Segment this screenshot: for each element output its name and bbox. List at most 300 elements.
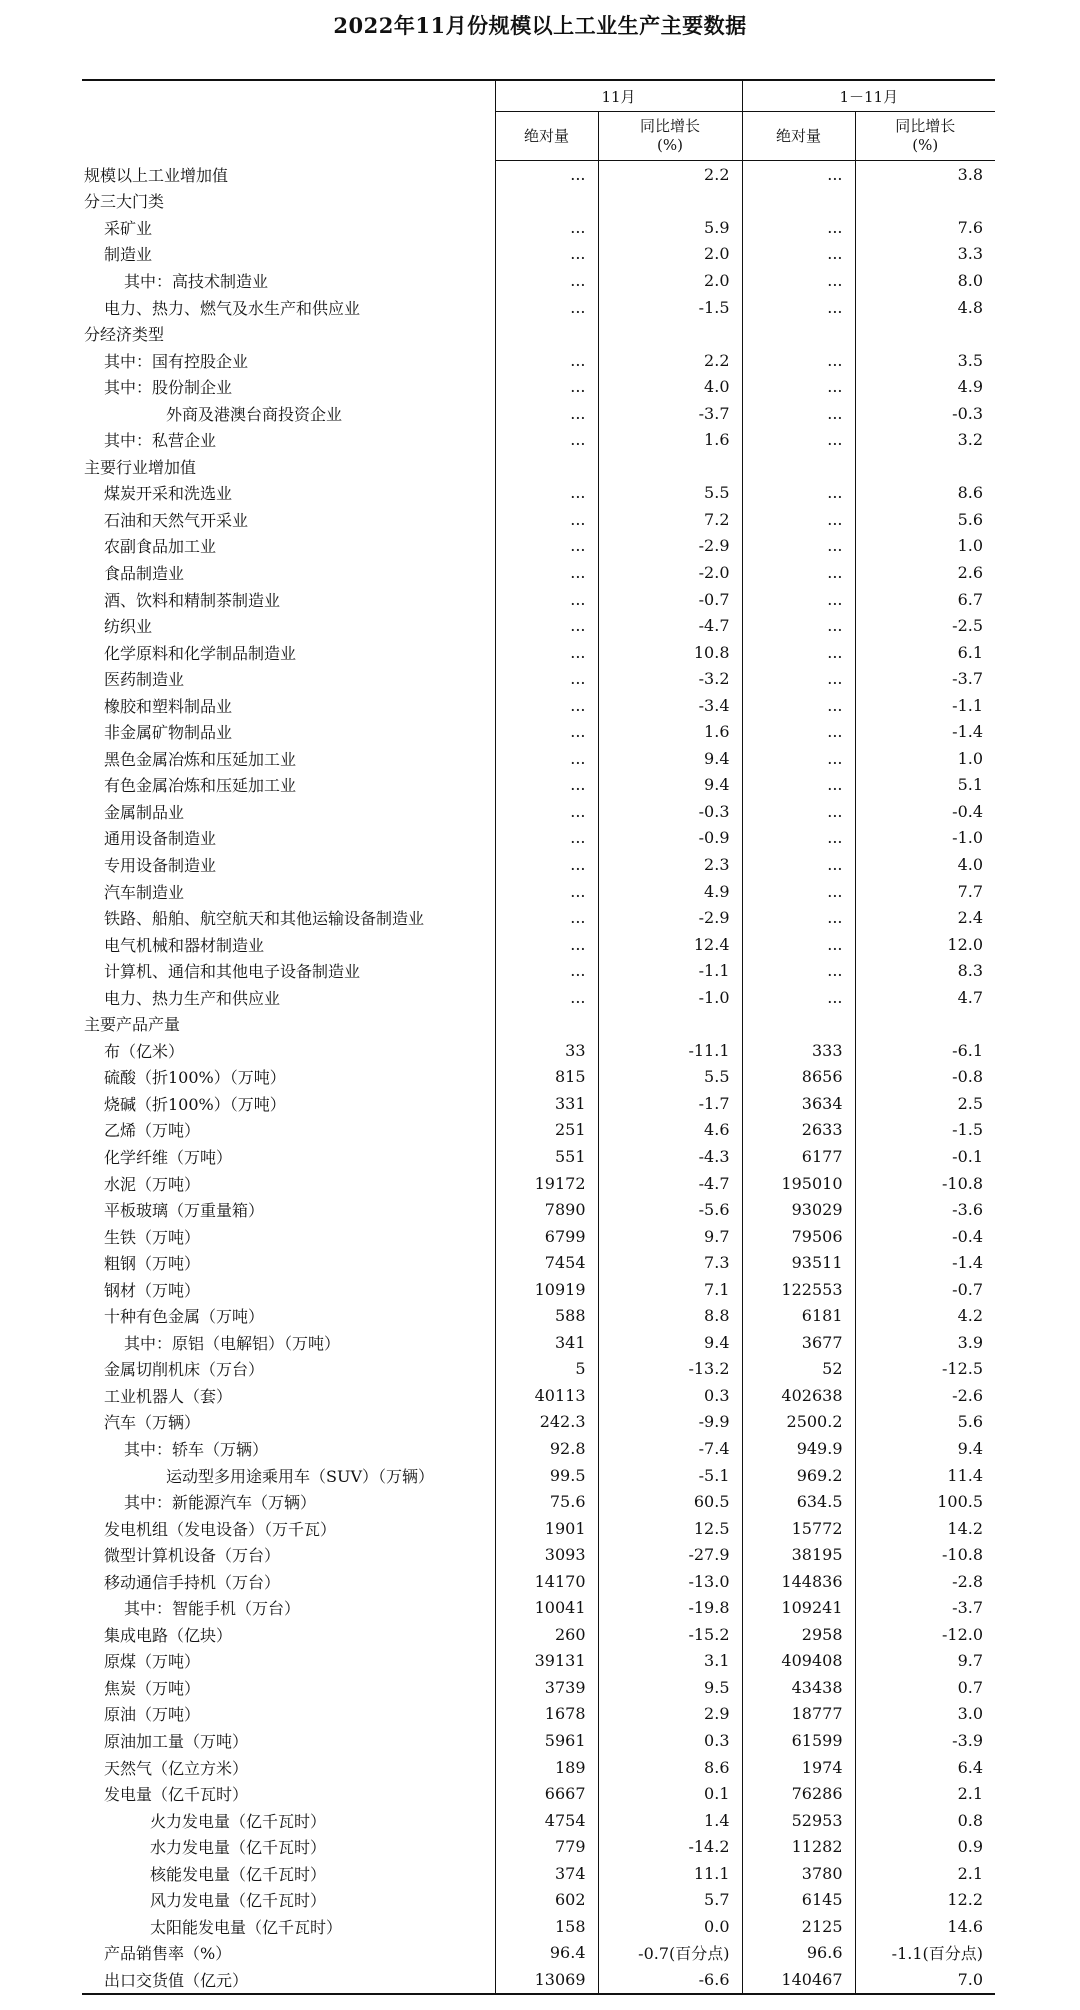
table-row bbox=[82, 1780, 995, 1807]
table-row bbox=[82, 294, 995, 321]
nov-absolute-value: 602 bbox=[495, 1887, 598, 1914]
ytd-yoy-value: -0.4 bbox=[855, 798, 995, 825]
table-row bbox=[82, 1913, 995, 1940]
indicator-name: 其中：新能源汽车（万辆） bbox=[124, 1493, 317, 1513]
nov-yoy-value: 2.2 bbox=[598, 347, 742, 374]
nov-absolute-value: ... bbox=[495, 214, 598, 241]
ytd-absolute-value: ... bbox=[742, 798, 855, 825]
nov-yoy-value: 0.3 bbox=[598, 1382, 742, 1409]
ytd-yoy-value: 12.0 bbox=[855, 931, 995, 958]
ytd-yoy-value: 6.4 bbox=[855, 1754, 995, 1781]
data-table bbox=[82, 79, 995, 1995]
table-row bbox=[82, 267, 995, 294]
indicator-name: 乙烯（万吨） bbox=[104, 1121, 201, 1141]
nov-yoy-value: 0.1 bbox=[598, 1780, 742, 1807]
ytd-absolute-value: ... bbox=[742, 851, 855, 878]
table-row bbox=[82, 878, 995, 905]
ytd-absolute-value: 2958 bbox=[742, 1621, 855, 1648]
ytd-yoy-value: 6.7 bbox=[855, 586, 995, 613]
ytd-yoy-value: 4.9 bbox=[855, 373, 995, 400]
table-row bbox=[82, 718, 995, 745]
nov-absolute-value: 40113 bbox=[495, 1382, 598, 1409]
nov-yoy-value bbox=[598, 453, 742, 480]
table-row bbox=[82, 426, 995, 453]
ytd-absolute-value: 2633 bbox=[742, 1117, 855, 1144]
indicator-name: 电力、热力生产和供应业 bbox=[104, 988, 281, 1008]
indicator-name: 工业机器人（套） bbox=[104, 1386, 233, 1406]
nov-yoy-value: -0.7(百分点) bbox=[598, 1940, 742, 1967]
table-row bbox=[82, 1621, 995, 1648]
table-row bbox=[82, 851, 995, 878]
ytd-yoy-value: 14.6 bbox=[855, 1913, 995, 1940]
ytd-absolute-value: 79506 bbox=[742, 1223, 855, 1250]
indicator-name: 化学纤维（万吨） bbox=[104, 1148, 233, 1167]
ytd-yoy-value: 5.6 bbox=[855, 1409, 995, 1436]
nov-yoy-value: -4.3 bbox=[598, 1143, 742, 1170]
nov-absolute-value: ... bbox=[495, 878, 598, 905]
ytd-yoy-value: 3.2 bbox=[855, 426, 995, 453]
nov-yoy-value: 2.3 bbox=[598, 851, 742, 878]
nov-absolute-value: ... bbox=[495, 718, 598, 745]
ytd-yoy-value: 7.0 bbox=[855, 1966, 995, 1994]
table-row bbox=[82, 1754, 995, 1781]
nov-absolute-value: 33 bbox=[495, 1037, 598, 1064]
indicator-name: 其中：私营企业 bbox=[104, 431, 217, 451]
table-row bbox=[82, 480, 995, 507]
nov-absolute-value: 251 bbox=[495, 1117, 598, 1144]
column-header-nov-yoy bbox=[598, 112, 742, 161]
indicator-name: 纺织业 bbox=[104, 617, 153, 637]
table-row bbox=[82, 1356, 995, 1383]
nov-yoy-value: -13.0 bbox=[598, 1568, 742, 1595]
ytd-yoy-value: 3.8 bbox=[855, 161, 995, 188]
nov-yoy-value: 12.4 bbox=[598, 931, 742, 958]
indicator-name: 其中：股份制企业 bbox=[104, 378, 233, 398]
page-title: 2022年11月份规模以上工业生产主要数据 bbox=[333, 13, 747, 38]
nov-yoy-value: 11.1 bbox=[598, 1860, 742, 1887]
table-body bbox=[82, 161, 995, 1994]
indicator-name: 十种有色金属（万吨） bbox=[104, 1307, 265, 1327]
ytd-absolute-value: 52 bbox=[742, 1356, 855, 1383]
table-row bbox=[82, 453, 995, 480]
ytd-yoy-value: 1.0 bbox=[855, 533, 995, 560]
nov-absolute-value: 10919 bbox=[495, 1276, 598, 1303]
nov-yoy-value: 2.0 bbox=[598, 267, 742, 294]
yoy-unit: (%) bbox=[912, 136, 939, 154]
nov-yoy-value: -1.1 bbox=[598, 957, 742, 984]
ytd-yoy-value: -1.4 bbox=[855, 718, 995, 745]
ytd-absolute-value: 2500.2 bbox=[742, 1409, 855, 1436]
nov-absolute-value: 92.8 bbox=[495, 1435, 598, 1462]
ytd-yoy-value: 8.0 bbox=[855, 267, 995, 294]
indicator-name: 水泥（万吨） bbox=[104, 1174, 201, 1194]
indicator-name: 太阳能发电量（亿千瓦时） bbox=[150, 1917, 343, 1937]
ytd-absolute-value: 969.2 bbox=[742, 1462, 855, 1489]
ytd-absolute-value: ... bbox=[742, 267, 855, 294]
indicator-name: 微型计算机设备（万台） bbox=[104, 1546, 281, 1566]
nov-yoy-value: 9.7 bbox=[598, 1223, 742, 1250]
ytd-absolute-value: ... bbox=[742, 161, 855, 188]
nov-yoy-value: -4.7 bbox=[598, 1170, 742, 1197]
indicator-name: 生铁（万吨） bbox=[104, 1227, 201, 1247]
nov-yoy-value: -3.4 bbox=[598, 692, 742, 719]
ytd-yoy-value: 14.2 bbox=[855, 1515, 995, 1542]
nov-yoy-value bbox=[598, 320, 742, 347]
table-row bbox=[82, 533, 995, 560]
ytd-absolute-value: ... bbox=[742, 586, 855, 613]
ytd-yoy-value: 3.5 bbox=[855, 347, 995, 374]
table-row bbox=[82, 1860, 995, 1887]
nov-absolute-value: ... bbox=[495, 984, 598, 1011]
ytd-yoy-value: -0.3 bbox=[855, 400, 995, 427]
nov-absolute-value: ... bbox=[495, 480, 598, 507]
nov-absolute-value: ... bbox=[495, 426, 598, 453]
ytd-yoy-value: 6.1 bbox=[855, 639, 995, 666]
table-row bbox=[82, 1037, 995, 1064]
table-row bbox=[82, 1196, 995, 1223]
ytd-absolute-value: ... bbox=[742, 214, 855, 241]
ytd-yoy-value: -1.0 bbox=[855, 825, 995, 852]
indicator-name: 有色金属冶炼和压延加工业 bbox=[104, 776, 297, 796]
indicator-name: 汽车（万辆） bbox=[104, 1413, 201, 1433]
nov-absolute-value: ... bbox=[495, 639, 598, 666]
nov-absolute-value bbox=[495, 320, 598, 347]
ytd-yoy-value bbox=[855, 320, 995, 347]
nov-yoy-value: 5.7 bbox=[598, 1887, 742, 1914]
nov-absolute-value: ... bbox=[495, 772, 598, 799]
table-row bbox=[82, 1276, 995, 1303]
nov-yoy-value: 7.1 bbox=[598, 1276, 742, 1303]
nov-yoy-value: 9.4 bbox=[598, 772, 742, 799]
ytd-yoy-value: -10.8 bbox=[855, 1541, 995, 1568]
nov-yoy-value: 12.5 bbox=[598, 1515, 742, 1542]
indicator-name: 产品销售率（%） bbox=[104, 1944, 232, 1964]
table-row bbox=[82, 1090, 995, 1117]
indicator-name: 分三大门类 bbox=[84, 192, 165, 212]
table-row bbox=[82, 692, 995, 719]
indicator-name: 原油（万吨） bbox=[104, 1705, 201, 1725]
table-row bbox=[82, 1887, 995, 1914]
ytd-absolute-value: ... bbox=[742, 294, 855, 321]
ytd-yoy-value: -6.1 bbox=[855, 1037, 995, 1064]
indicator-name: 黑色金属冶炼和压延加工业 bbox=[104, 749, 297, 769]
ytd-absolute-value bbox=[742, 1011, 855, 1038]
table-row bbox=[82, 1223, 995, 1250]
indicator-name: 发电量（亿千瓦时） bbox=[104, 1785, 249, 1805]
nov-yoy-value: 2.2 bbox=[598, 161, 742, 188]
nov-yoy-value: 9.4 bbox=[598, 1329, 742, 1356]
indicator-name: 化学原料和化学制品制造业 bbox=[104, 643, 297, 663]
ytd-absolute-value: ... bbox=[742, 347, 855, 374]
table-row bbox=[82, 1595, 995, 1622]
ytd-absolute-value: 6181 bbox=[742, 1303, 855, 1330]
nov-absolute-value bbox=[495, 1011, 598, 1038]
nov-absolute-value: ... bbox=[495, 904, 598, 931]
ytd-absolute-value: 11282 bbox=[742, 1833, 855, 1860]
indicator-name: 医药制造业 bbox=[104, 670, 185, 690]
ytd-yoy-value bbox=[855, 1011, 995, 1038]
nov-yoy-value: -2.9 bbox=[598, 904, 742, 931]
ytd-yoy-value: -0.4 bbox=[855, 1223, 995, 1250]
group-header-ytd: 1－11月 bbox=[742, 80, 995, 112]
nov-absolute-value: ... bbox=[495, 294, 598, 321]
ytd-absolute-value: 122553 bbox=[742, 1276, 855, 1303]
table-row bbox=[82, 1833, 995, 1860]
nov-absolute-value: 19172 bbox=[495, 1170, 598, 1197]
ytd-yoy-value: 2.5 bbox=[855, 1090, 995, 1117]
ytd-yoy-value: 12.2 bbox=[855, 1887, 995, 1914]
nov-absolute-value: 14170 bbox=[495, 1568, 598, 1595]
nov-yoy-value: -0.3 bbox=[598, 798, 742, 825]
nov-absolute-value: 39131 bbox=[495, 1648, 598, 1675]
ytd-absolute-value: 409408 bbox=[742, 1648, 855, 1675]
ytd-absolute-value: ... bbox=[742, 559, 855, 586]
ytd-yoy-value: 4.2 bbox=[855, 1303, 995, 1330]
ytd-yoy-value: -1.5 bbox=[855, 1117, 995, 1144]
nov-absolute-value: 189 bbox=[495, 1754, 598, 1781]
ytd-absolute-value: ... bbox=[742, 665, 855, 692]
nov-absolute-value bbox=[495, 453, 598, 480]
ytd-yoy-value: 8.6 bbox=[855, 480, 995, 507]
table-header bbox=[82, 80, 995, 161]
indicator-name: 其中：原铝（电解铝）（万吨） bbox=[124, 1333, 341, 1353]
ytd-absolute-value: ... bbox=[742, 241, 855, 268]
nov-absolute-value: 341 bbox=[495, 1329, 598, 1356]
ytd-yoy-value: 9.7 bbox=[855, 1648, 995, 1675]
ytd-absolute-value: 61599 bbox=[742, 1727, 855, 1754]
ytd-yoy-value: 4.7 bbox=[855, 984, 995, 1011]
ytd-yoy-value: -3.6 bbox=[855, 1196, 995, 1223]
nov-yoy-value: -5.1 bbox=[598, 1462, 742, 1489]
indicator-header-cell bbox=[82, 80, 495, 161]
nov-yoy-value: 7.2 bbox=[598, 506, 742, 533]
ytd-yoy-value: -0.8 bbox=[855, 1064, 995, 1091]
ytd-absolute-value: ... bbox=[742, 957, 855, 984]
table-row bbox=[82, 612, 995, 639]
nov-yoy-value: 1.6 bbox=[598, 718, 742, 745]
table-row bbox=[82, 1011, 995, 1038]
ytd-absolute-value: 93511 bbox=[742, 1249, 855, 1276]
nov-absolute-value: 6799 bbox=[495, 1223, 598, 1250]
indicator-name: 其中：智能手机（万台） bbox=[124, 1599, 301, 1619]
ytd-yoy-value: 3.0 bbox=[855, 1701, 995, 1728]
ytd-absolute-value: 38195 bbox=[742, 1541, 855, 1568]
table-row bbox=[82, 1329, 995, 1356]
table-row bbox=[82, 1064, 995, 1091]
table-row bbox=[82, 1807, 995, 1834]
ytd-yoy-value: 2.1 bbox=[855, 1780, 995, 1807]
nov-absolute-value: 158 bbox=[495, 1913, 598, 1940]
nov-yoy-value: 3.1 bbox=[598, 1648, 742, 1675]
nov-absolute-value: ... bbox=[495, 692, 598, 719]
indicator-name: 金属制品业 bbox=[104, 802, 185, 822]
table-row bbox=[82, 798, 995, 825]
ytd-absolute-value bbox=[742, 453, 855, 480]
nov-yoy-value: -0.7 bbox=[598, 586, 742, 613]
indicator-name: 电力、热力、燃气及水生产和供应业 bbox=[104, 298, 361, 318]
ytd-absolute-value: ... bbox=[742, 533, 855, 560]
indicator-name: 火力发电量（亿千瓦时） bbox=[150, 1811, 327, 1831]
indicator-name: 钢材（万吨） bbox=[104, 1280, 201, 1300]
nov-absolute-value: ... bbox=[495, 745, 598, 772]
ytd-yoy-value: 100.5 bbox=[855, 1488, 995, 1515]
nov-absolute-value: 1678 bbox=[495, 1701, 598, 1728]
nov-absolute-value: 10041 bbox=[495, 1595, 598, 1622]
nov-absolute-value: ... bbox=[495, 931, 598, 958]
ytd-absolute-value: 52953 bbox=[742, 1807, 855, 1834]
table-row bbox=[82, 400, 995, 427]
nov-absolute-value: 75.6 bbox=[495, 1488, 598, 1515]
ytd-absolute-value: 15772 bbox=[742, 1515, 855, 1542]
table-row bbox=[82, 745, 995, 772]
ytd-absolute-value bbox=[742, 188, 855, 215]
nov-yoy-value: -0.9 bbox=[598, 825, 742, 852]
ytd-absolute-value: 634.5 bbox=[742, 1488, 855, 1515]
indicator-name: 铁路、船舶、航空航天和其他运输设备制造业 bbox=[104, 909, 425, 929]
table-row bbox=[82, 320, 995, 347]
indicator-name: 汽车制造业 bbox=[104, 882, 185, 902]
indicator-name: 风力发电量（亿千瓦时） bbox=[150, 1891, 327, 1911]
ytd-absolute-value: 333 bbox=[742, 1037, 855, 1064]
column-header-ytd-yoy bbox=[855, 112, 995, 161]
table-row bbox=[82, 1462, 995, 1489]
ytd-yoy-value: 1.0 bbox=[855, 745, 995, 772]
ytd-absolute-value: 3634 bbox=[742, 1090, 855, 1117]
nov-absolute-value: 5961 bbox=[495, 1727, 598, 1754]
nov-yoy-value: -3.2 bbox=[598, 665, 742, 692]
ytd-yoy-value: -2.8 bbox=[855, 1568, 995, 1595]
nov-absolute-value: 1901 bbox=[495, 1515, 598, 1542]
nov-yoy-value: 5.5 bbox=[598, 1064, 742, 1091]
ytd-yoy-value bbox=[855, 453, 995, 480]
ytd-absolute-value: ... bbox=[742, 480, 855, 507]
ytd-yoy-value: -10.8 bbox=[855, 1170, 995, 1197]
nov-absolute-value: 242.3 bbox=[495, 1409, 598, 1436]
nov-absolute-value: ... bbox=[495, 851, 598, 878]
indicator-name: 橡胶和塑料制品业 bbox=[104, 696, 233, 716]
ytd-absolute-value: ... bbox=[742, 772, 855, 799]
ytd-yoy-value: -12.5 bbox=[855, 1356, 995, 1383]
nov-absolute-value: 551 bbox=[495, 1143, 598, 1170]
indicator-name: 出口交货值（亿元） bbox=[82, 1966, 495, 1994]
nov-absolute-value bbox=[495, 188, 598, 215]
indicator-name: 外商及港澳台商投资企业 bbox=[166, 404, 343, 424]
nov-yoy-value: -9.9 bbox=[598, 1409, 742, 1436]
ytd-absolute-value: 18777 bbox=[742, 1701, 855, 1728]
table-row bbox=[82, 639, 995, 666]
nov-absolute-value: 331 bbox=[495, 1090, 598, 1117]
ytd-yoy-value: -0.1 bbox=[855, 1143, 995, 1170]
indicator-name: 天然气（亿立方米） bbox=[104, 1758, 249, 1778]
table-row bbox=[82, 506, 995, 533]
ytd-absolute-value: 3677 bbox=[742, 1329, 855, 1356]
table-row bbox=[82, 1648, 995, 1675]
yoy-label: 同比增长 bbox=[895, 117, 956, 135]
ytd-absolute-value: ... bbox=[742, 904, 855, 931]
ytd-absolute-value: ... bbox=[742, 506, 855, 533]
ytd-absolute-value bbox=[742, 320, 855, 347]
ytd-yoy-value: -2.6 bbox=[855, 1382, 995, 1409]
nov-absolute-value: 588 bbox=[495, 1303, 598, 1330]
nov-yoy-value: 8.6 bbox=[598, 1754, 742, 1781]
nov-absolute-value: ... bbox=[495, 559, 598, 586]
ytd-yoy-value: -3.7 bbox=[855, 1595, 995, 1622]
ytd-absolute-value: 43438 bbox=[742, 1674, 855, 1701]
ytd-yoy-value: 7.6 bbox=[855, 214, 995, 241]
nov-absolute-value: ... bbox=[495, 347, 598, 374]
indicator-name: 金属切削机床（万台） bbox=[104, 1360, 265, 1380]
nov-absolute-value: 5 bbox=[495, 1356, 598, 1383]
abs-label: 绝对量 bbox=[523, 126, 569, 145]
nov-yoy-value: 9.5 bbox=[598, 1674, 742, 1701]
ytd-absolute-value: ... bbox=[742, 373, 855, 400]
ytd-yoy-value: 3.3 bbox=[855, 241, 995, 268]
ytd-yoy-value: 5.1 bbox=[855, 772, 995, 799]
nov-absolute-value: ... bbox=[495, 506, 598, 533]
ytd-yoy-value: 4.0 bbox=[855, 851, 995, 878]
nov-absolute-value: ... bbox=[495, 798, 598, 825]
indicator-name: 主要产品产量 bbox=[84, 1015, 181, 1035]
table-row bbox=[82, 1382, 995, 1409]
ytd-yoy-value: 5.6 bbox=[855, 506, 995, 533]
nov-yoy-value: -6.6 bbox=[598, 1966, 742, 1994]
nov-absolute-value: ... bbox=[495, 665, 598, 692]
ytd-absolute-value: 2125 bbox=[742, 1913, 855, 1940]
nov-absolute-value: ... bbox=[495, 373, 598, 400]
nov-yoy-value: 0.0 bbox=[598, 1913, 742, 1940]
nov-yoy-value: -13.2 bbox=[598, 1356, 742, 1383]
nov-yoy-value: -5.6 bbox=[598, 1196, 742, 1223]
nov-absolute-value: 374 bbox=[495, 1860, 598, 1887]
table-row bbox=[82, 586, 995, 613]
table-row bbox=[82, 825, 995, 852]
nov-yoy-value: 7.3 bbox=[598, 1249, 742, 1276]
ytd-yoy-value: 0.8 bbox=[855, 1807, 995, 1834]
nov-yoy-value bbox=[598, 188, 742, 215]
indicator-name: 主要行业增加值 bbox=[84, 457, 197, 477]
nov-yoy-value: 1.6 bbox=[598, 426, 742, 453]
indicator-name: 其中：高技术制造业 bbox=[124, 271, 269, 291]
indicator-name: 农副食品加工业 bbox=[104, 537, 217, 557]
ytd-yoy-value: -3.9 bbox=[855, 1727, 995, 1754]
indicator-name: 酒、饮料和精制茶制造业 bbox=[104, 590, 281, 610]
table-row bbox=[82, 1940, 995, 1967]
nov-yoy-value: -2.9 bbox=[598, 533, 742, 560]
ytd-absolute-value: 96.6 bbox=[742, 1940, 855, 1967]
table-row bbox=[82, 957, 995, 984]
table-row bbox=[82, 665, 995, 692]
nov-yoy-value: -3.7 bbox=[598, 400, 742, 427]
ytd-yoy-value: -1.1(百分点) bbox=[855, 1940, 995, 1967]
nov-yoy-value: 4.6 bbox=[598, 1117, 742, 1144]
table-row bbox=[82, 931, 995, 958]
indicator-name: 其中：轿车（万辆） bbox=[124, 1440, 269, 1460]
yoy-label: 同比增长 bbox=[639, 117, 700, 135]
ytd-absolute-value: 6177 bbox=[742, 1143, 855, 1170]
indicator-name: 集成电路（亿块） bbox=[104, 1625, 233, 1645]
nov-absolute-value: ... bbox=[495, 400, 598, 427]
table-row bbox=[82, 1249, 995, 1276]
nov-yoy-value: 5.5 bbox=[598, 480, 742, 507]
indicator-name: 粗钢（万吨） bbox=[104, 1254, 201, 1274]
abs-label: 绝对量 bbox=[775, 126, 821, 145]
nov-absolute-value: 13069 bbox=[495, 1966, 598, 1994]
ytd-absolute-value: 6145 bbox=[742, 1887, 855, 1914]
indicator-name: 煤炭开采和洗选业 bbox=[104, 484, 233, 504]
indicator-name: 运动型多用途乘用车（SUV）（万辆） bbox=[166, 1466, 435, 1486]
table-row bbox=[82, 772, 995, 799]
ytd-absolute-value: 76286 bbox=[742, 1780, 855, 1807]
